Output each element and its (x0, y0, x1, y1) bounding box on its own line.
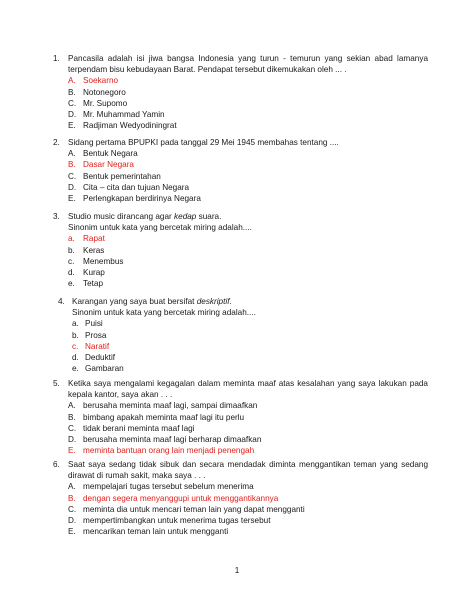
question-number: 6. (53, 460, 60, 469)
stem-italic-word: deskriptif (196, 297, 230, 306)
option-label: d. (72, 352, 79, 362)
option-text: mempelajari tugas tersebut sebelum menerima (83, 482, 254, 492)
option-label: c. (68, 256, 75, 266)
option-text: Bentuk Negara (83, 149, 138, 159)
stem-line: terpendam bisu kebudayaan Barat. Pendapat tersebut dikemukakan oleh ... . (68, 65, 347, 75)
option-text: Menembus (83, 256, 124, 266)
option-b (0, 245, 474, 256)
option-d (0, 434, 474, 445)
stem-line: kepala kantor, saya akan . . . (68, 390, 173, 400)
stem-line: Ketika saya mengalami kegagalan dalam meminta maaf atas kesalahan yang saya lakukan pada (68, 379, 428, 388)
option-label: E. (68, 527, 76, 537)
option-text: Bentuk pemerintahan (83, 171, 161, 181)
option-c (0, 341, 474, 352)
option-d (0, 109, 474, 120)
option-text: mempertimbangkan untuk menerima tugas tersebut (83, 515, 271, 525)
options-list (0, 318, 474, 374)
stem-line (72, 296, 432, 307)
option-b (0, 159, 474, 170)
option-label: D. (68, 434, 77, 444)
option-d (0, 182, 474, 193)
stem-line: Sidang pertama BPUPKI pada tanggal 29 Mei 1945 membahas tentang .... (68, 138, 339, 147)
stem-text: Studio music dirancang agar (68, 212, 175, 221)
option-e (0, 526, 474, 537)
option-label: a. (72, 319, 79, 329)
question-stem (68, 137, 428, 148)
stem-line: Sinonim untuk kata yang bercetak miring adalah.... (72, 308, 256, 318)
option-label: B. (68, 412, 76, 422)
option-a (0, 148, 474, 159)
option-label: b. (72, 330, 79, 340)
option-e (0, 278, 474, 289)
option-d (0, 515, 474, 526)
question-number: 2. (53, 138, 60, 147)
question-number: 3. (53, 212, 60, 221)
stem-text: . (229, 297, 232, 306)
option-a (0, 481, 474, 492)
option-text: Deduktif (85, 352, 116, 362)
stem-text: suara. (196, 212, 222, 221)
option-b (0, 412, 474, 423)
question-stem (68, 459, 428, 481)
option-text: meminta dia untuk mencari teman lain yang dapat mengganti (83, 504, 305, 514)
question-stem (68, 378, 428, 400)
option-text: Mr. Supomo (83, 98, 128, 108)
option-c (0, 423, 474, 434)
option-label: D. (68, 109, 77, 119)
option-text: meminta bantuan orang lain menjadi penengah (83, 446, 255, 456)
option-label: A. (68, 76, 76, 86)
options-list (0, 400, 474, 456)
option-c (0, 98, 474, 109)
option-label: A. (68, 149, 76, 159)
option-label: b. (68, 245, 75, 255)
option-text: tidak berani meminta maaf lagi (83, 423, 195, 433)
stem-italic-word: kedap (174, 212, 197, 221)
options-list (0, 481, 474, 537)
option-b (0, 87, 474, 98)
option-text: bimbang apakah meminta maaf lagi itu perlu (83, 412, 245, 422)
option-text: Keras (83, 245, 105, 255)
options-list (0, 233, 474, 289)
option-e (0, 363, 474, 374)
option-text: Prosa (85, 330, 107, 340)
stem-line: Sinonim untuk kata yang bercetak miring adalah.... (68, 223, 252, 233)
page-number: 1 (234, 566, 240, 575)
option-label: d. (68, 267, 75, 277)
option-c (0, 171, 474, 182)
option-a (0, 75, 474, 86)
question-number: 1. (53, 54, 60, 63)
stem-line: dirawat di rumah sakit, maka saya . . . (68, 471, 206, 481)
option-text: Kurap (83, 267, 105, 277)
option-label: B. (68, 493, 76, 503)
option-label: C. (68, 98, 77, 108)
option-b (0, 330, 474, 341)
option-label: A. (68, 482, 76, 492)
question-number: 5. (53, 379, 60, 388)
option-label: C. (68, 423, 77, 433)
option-label: C. (68, 171, 77, 181)
option-label: A. (68, 401, 76, 411)
options-list (0, 148, 474, 204)
question-stem (68, 211, 428, 233)
option-d (0, 267, 474, 278)
option-label: B. (68, 87, 76, 97)
option-e (0, 120, 474, 131)
option-c (0, 504, 474, 515)
option-e (0, 445, 474, 456)
option-text: Radjiman Wedyodiningrat (83, 121, 177, 131)
option-text: Rapat (83, 234, 105, 244)
option-label: B. (68, 160, 76, 170)
options-list (0, 75, 474, 131)
option-a (0, 318, 474, 329)
option-label: e. (72, 364, 79, 374)
question-stem (68, 53, 428, 75)
option-text: Dasar Negara (83, 160, 134, 170)
option-e (0, 193, 474, 204)
option-text: Mr. Muhammad Yamin (83, 109, 165, 119)
stem-line (68, 211, 428, 222)
option-label: E. (68, 193, 76, 203)
option-text: Perlengkapan berdirinya Negara (83, 193, 201, 203)
option-text: Puisi (85, 319, 103, 329)
option-label: a. (68, 234, 75, 244)
option-text: berusaha meminta maaf lagi, sampai dimaafkan (83, 401, 258, 411)
stem-line: Saat saya sedang tidak sibuk dan secara mendadak diminta menggantikan teman yang sedang (68, 460, 428, 469)
option-text: berusaha meminta maaf lagi berharap dimaafkan (83, 434, 262, 444)
option-a (0, 400, 474, 411)
option-label: E. (68, 121, 76, 131)
option-text: Cita – cita dan tujuan Negara (83, 182, 190, 192)
option-label: E. (68, 446, 76, 456)
option-label: D. (68, 515, 77, 525)
option-a (0, 233, 474, 244)
option-b (0, 493, 474, 504)
question-stem (72, 296, 432, 318)
option-c (0, 256, 474, 267)
option-text: Tetap (83, 279, 104, 289)
option-text: dengan segera menyanggupi untuk menggantikannya (83, 493, 279, 503)
option-label: C. (68, 504, 77, 514)
option-label: c. (72, 341, 79, 351)
option-label: D. (68, 182, 77, 192)
option-text: Gambaran (85, 364, 124, 374)
option-label: e. (68, 279, 75, 289)
option-text: Soekarno (83, 76, 119, 86)
option-text: Naratif (85, 341, 110, 351)
stem-line: Pancasila adalah isi jiwa bangsa Indonesia yang turun - temurun yang sekian abad lamanya (68, 54, 428, 63)
option-text: Notonegoro (83, 87, 126, 97)
option-text: mencarikan teman lain untuk mengganti (83, 527, 229, 537)
option-d (0, 352, 474, 363)
question-number: 4. (58, 297, 65, 306)
stem-text: Karangan yang saya buat bersifat (72, 297, 197, 306)
